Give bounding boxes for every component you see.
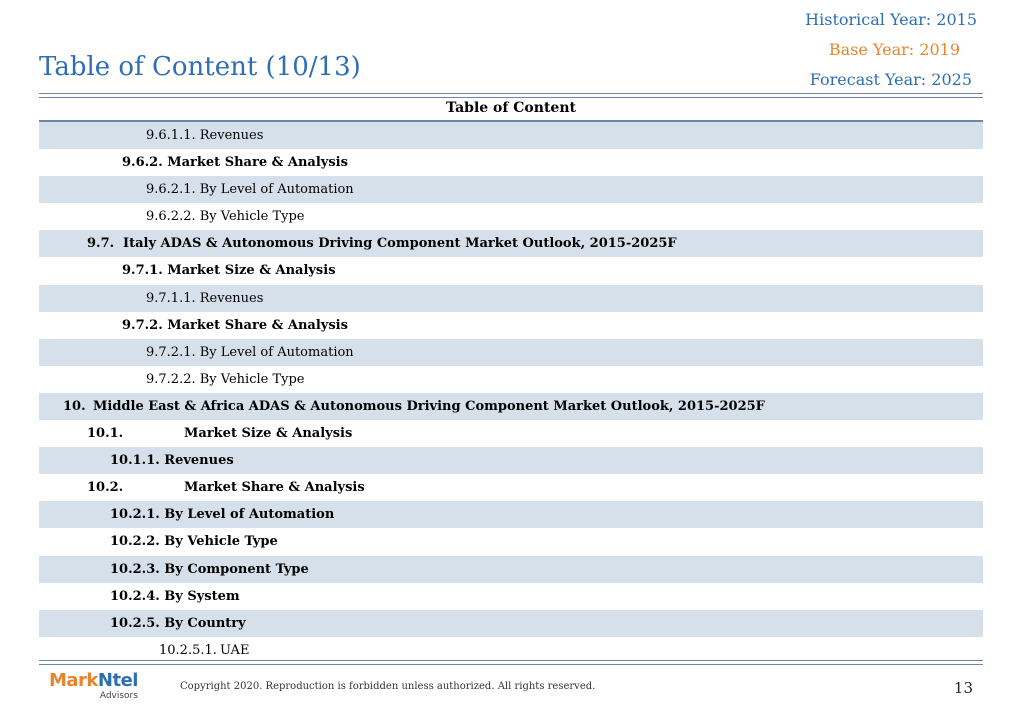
logo-ntel-text: Ntel xyxy=(97,670,138,691)
marknetel-logo xyxy=(49,672,138,701)
base-year: Base Year: 2019 xyxy=(828,40,960,59)
toc-row-number: 10.2.5. By Country xyxy=(110,615,246,631)
toc-rows xyxy=(39,122,983,664)
toc-row xyxy=(39,149,983,176)
toc-row-number: 9.7.2. Market Share & Analysis xyxy=(122,317,348,333)
toc-table-heading: Table of Content xyxy=(39,96,983,122)
forecast-year: Forecast Year: 2025 xyxy=(809,70,972,89)
toc-row-number: 9.7.2.1. By Level of Automation xyxy=(146,344,354,360)
toc-row xyxy=(39,420,983,447)
toc-row xyxy=(39,610,983,637)
toc-row-title: Italy ADAS & Autonomous Driving Component Market Outlook, 2015-2025F xyxy=(123,236,677,252)
toc-row-title: UAE xyxy=(220,642,250,658)
toc-row-number: 9.6.2. Market Share & Analysis xyxy=(122,155,348,171)
toc-row-number: 9.6.2.1. By Level of Automation xyxy=(146,182,354,198)
toc-row xyxy=(39,176,983,203)
toc-row-number: 10.2.5.1. xyxy=(159,642,217,658)
toc-row-number: 10.2.4. By System xyxy=(110,588,240,604)
toc-table xyxy=(39,96,983,664)
toc-row xyxy=(39,528,983,555)
toc-row xyxy=(39,474,983,501)
toc-row xyxy=(39,312,983,339)
toc-row xyxy=(39,556,983,583)
toc-row-title: Market Share & Analysis xyxy=(184,480,365,496)
toc-row-title: Market Size & Analysis xyxy=(184,426,353,442)
toc-row xyxy=(39,393,983,420)
toc-row-number: 9.7.1. Market Size & Analysis xyxy=(122,263,336,279)
toc-row xyxy=(39,203,983,230)
copyright-notice: Copyright 2020. Reproduction is forbidden unless authorized. All rights reserved. xyxy=(180,681,596,692)
toc-row-number: 10.2.2. By Vehicle Type xyxy=(110,534,278,550)
toc-row xyxy=(39,583,983,610)
toc-row-number: 9.7.2.2. By Vehicle Type xyxy=(146,371,305,387)
logo-mark-text: Mark xyxy=(49,670,98,691)
bottom-divider xyxy=(39,660,983,665)
toc-row xyxy=(39,230,983,257)
toc-row-number: 10.2.3. By Component Type xyxy=(110,561,309,577)
toc-row xyxy=(39,257,983,284)
logo-subtitle: Advisors xyxy=(99,691,138,701)
toc-row-number: 9.7.1.1. Revenues xyxy=(146,290,264,306)
toc-row xyxy=(39,501,983,528)
page-title: Table of Content (10/13) xyxy=(39,52,361,82)
toc-row xyxy=(39,122,983,149)
toc-row xyxy=(39,339,983,366)
toc-row xyxy=(39,447,983,474)
toc-row-number: 10.1.1. Revenues xyxy=(110,453,234,469)
toc-row xyxy=(39,366,983,393)
historical-year: Historical Year: 2015 xyxy=(805,10,977,29)
toc-row-number: 9.6.2.2. By Vehicle Type xyxy=(146,209,305,225)
toc-row xyxy=(39,285,983,312)
toc-row-number: 10. xyxy=(63,398,86,414)
toc-row-number: 9.7. xyxy=(87,236,115,252)
toc-row-number: 10.2.1. By Level of Automation xyxy=(110,507,335,523)
toc-row-number: 9.6.1.1. Revenues xyxy=(146,128,264,143)
page-number: 13 xyxy=(953,679,973,697)
toc-row-number: 10.1. xyxy=(87,426,124,442)
toc-row-title: Middle East & Africa ADAS & Autonomous Driving Component Market Outlook, 2015-2025F xyxy=(93,398,765,414)
toc-row-number: 10.2. xyxy=(87,480,124,496)
